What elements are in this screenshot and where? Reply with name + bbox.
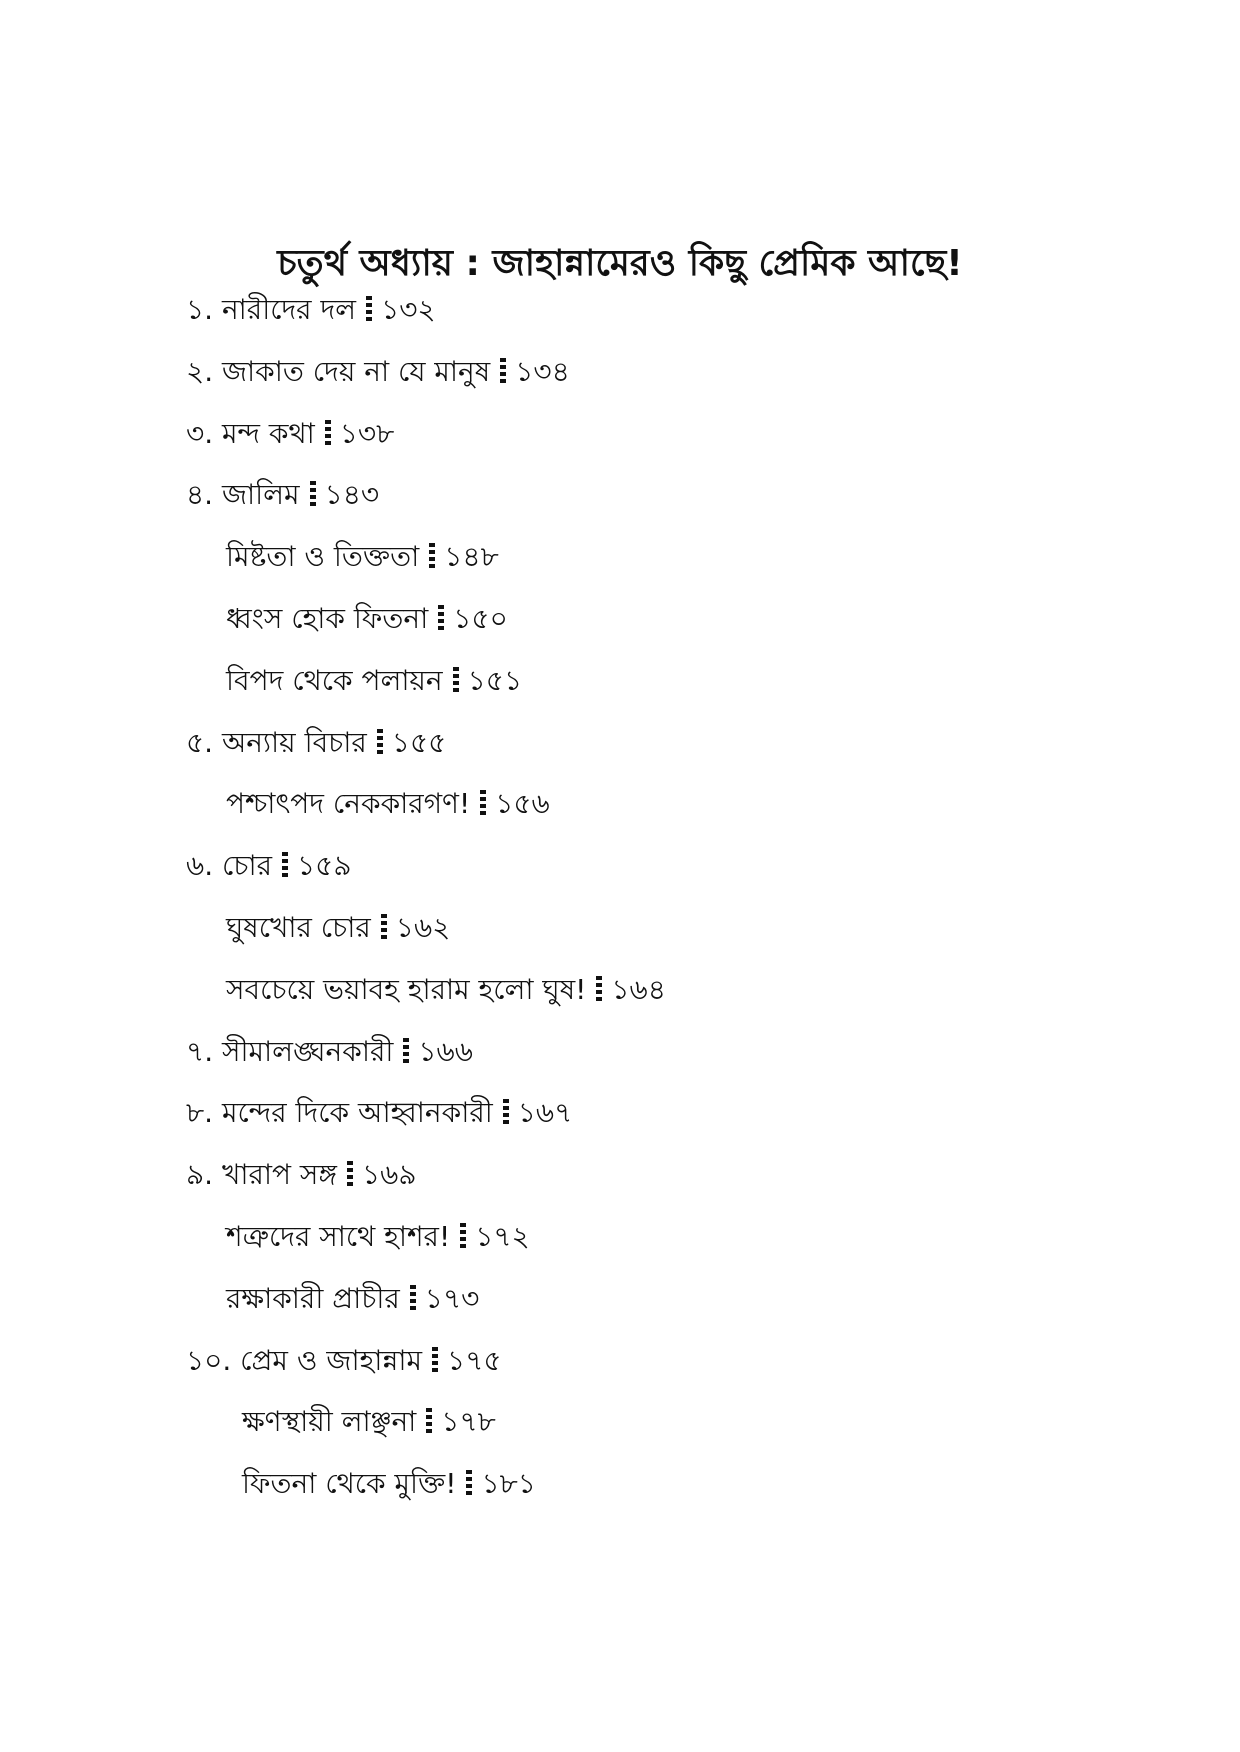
entry-title: শত্রুদের সাথে হাশর!	[226, 1219, 451, 1253]
entry-page-number: ১৬২	[395, 910, 451, 944]
separator-mark	[503, 1099, 509, 1125]
separator-mark	[432, 1347, 438, 1373]
entry-title: বিপদ থেকে পলায়ন	[226, 663, 443, 697]
separator-mark	[596, 976, 602, 1002]
entry-page-number: ১৭২	[475, 1219, 530, 1253]
separator-mark	[460, 1223, 466, 1249]
toc-subentry	[242, 1464, 1240, 1526]
separator-mark	[282, 852, 288, 878]
entry-page-number: ১৫৯	[297, 849, 352, 883]
separator-mark	[347, 1161, 353, 1187]
entry-title: ৯. খারাপ সঙ্গ	[186, 1158, 337, 1192]
entry-page-number: ১৬৯	[361, 1158, 417, 1192]
entry-page-number: ১৬৭	[517, 1096, 573, 1130]
entry-title: ফিতনা থেকে মুক্তি!	[242, 1467, 457, 1501]
entry-title: ২. জাকাত দেয় না যে মানুষ	[186, 354, 491, 388]
entry-page-number: ১৭৮	[441, 1405, 496, 1439]
entry-title: মিষ্টতা ও তিক্ততা	[226, 540, 420, 574]
toc-subentry	[226, 661, 1240, 723]
entry-page-number: ১৫৫	[391, 725, 447, 759]
toc-entry	[186, 1093, 1240, 1155]
entry-title: ৭. সীমালঙ্ঘনকারী	[186, 1034, 394, 1068]
toc-subentry	[226, 1279, 1240, 1341]
entry-page-number: ১৩২	[381, 293, 436, 326]
separator-mark	[410, 1285, 416, 1311]
toc-entry	[186, 290, 1240, 352]
entry-title: ১০. প্রেম ও জাহান্নাম	[186, 1343, 423, 1377]
separator-mark	[325, 420, 331, 446]
toc-entry	[186, 352, 1240, 414]
toc-entry	[186, 475, 1240, 537]
separator-mark	[310, 481, 316, 507]
entry-page-number: ১৭৩	[424, 1281, 480, 1315]
chapter-title: চতুর্থ অধ্যায় : জাহান্নামেরও কিছু প্রেমিক আছে!	[277, 243, 963, 285]
entry-title: ৫. অন্যায় বিচার	[186, 725, 367, 759]
entry-page-number: ১৫১	[467, 663, 523, 697]
entry-page-number: ১৫৬	[495, 787, 550, 821]
toc-entry	[186, 846, 1240, 908]
toc-subentry	[226, 970, 1240, 1032]
entry-title: ক্ষণস্থায়ী লাঞ্ছনা	[242, 1405, 417, 1439]
separator-mark	[480, 790, 486, 816]
entry-title: পশ্চাৎপদ নেককারগণ!	[226, 787, 471, 821]
separator-mark	[381, 914, 387, 940]
toc-subentry	[226, 537, 1240, 599]
separator-mark	[426, 1408, 432, 1434]
toc-subentry	[226, 908, 1240, 970]
toc-entry	[186, 1341, 1240, 1403]
separator-mark	[429, 543, 435, 569]
separator-mark	[453, 667, 459, 693]
separator-mark	[500, 358, 506, 384]
table-of-contents	[0, 290, 1240, 1526]
entry-page-number: ১৩৪	[515, 354, 570, 388]
separator-mark	[366, 296, 372, 322]
entry-page-number: ১৩৮	[339, 416, 395, 450]
toc-entry	[186, 414, 1240, 476]
entry-page-number: ১৬৬	[418, 1034, 473, 1068]
separator-mark	[403, 1038, 409, 1064]
entry-title: রক্ষাকারী প্রাচীর	[226, 1281, 400, 1315]
toc-subentry	[226, 1217, 1240, 1279]
separator-mark	[438, 605, 444, 631]
entry-page-number: ১৪৮	[444, 540, 499, 574]
entry-page-number: ১৭৫	[447, 1343, 502, 1377]
entry-page-number: ১৪৩	[324, 478, 380, 512]
entry-title: ৩. মন্দ কথা	[186, 416, 315, 450]
toc-entry	[186, 1032, 1240, 1094]
separator-mark	[377, 729, 383, 755]
entry-title: ১. নারীদের দল	[186, 293, 357, 326]
entry-title: ৪. জালিম	[186, 478, 300, 512]
entry-title: ঘুষখোর চোর	[226, 910, 371, 944]
toc-subentry	[226, 784, 1240, 846]
entry-title: ধ্বংস হোক ফিতনা	[226, 601, 429, 635]
entry-title: সবচেয়ে ভয়াবহ হারাম হলো ঘুষ!	[226, 972, 587, 1006]
toc-entry	[186, 1155, 1240, 1217]
entry-page-number: ১৬৪	[611, 972, 666, 1006]
toc-subentry	[226, 599, 1240, 661]
toc-entry	[186, 723, 1240, 785]
entry-title: ৮. মন্দের দিকে আহ্বানকারী	[186, 1096, 493, 1130]
entry-title: ৬. চোর	[186, 849, 272, 883]
entry-page-number: ১৮১	[481, 1467, 536, 1501]
toc-subentry	[242, 1402, 1240, 1464]
entry-page-number: ১৫০	[453, 601, 508, 635]
separator-mark	[466, 1470, 472, 1496]
